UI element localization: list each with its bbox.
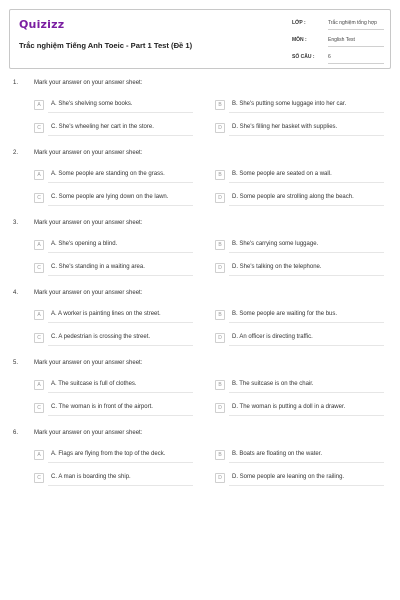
- option-text: C. A man is boarding the ship.: [51, 474, 131, 480]
- question-2: [0, 150, 400, 220]
- question-text: Mark your answer on your answer sheet:: [34, 430, 143, 436]
- option-letter-box[interactable]: A: [34, 100, 44, 110]
- option-underline: [229, 135, 384, 136]
- question-4: [0, 290, 400, 360]
- answer-option-b[interactable]: [215, 240, 390, 252]
- option-letter-box[interactable]: B: [215, 240, 225, 250]
- option-letter-box[interactable]: C: [34, 333, 44, 343]
- answer-option-b[interactable]: [215, 380, 390, 392]
- option-letter-box[interactable]: D: [215, 473, 225, 483]
- option-underline: [229, 112, 384, 113]
- meta-key: SỐ CÂU :: [292, 54, 315, 60]
- option-letter-box[interactable]: B: [215, 450, 225, 460]
- question-3: [0, 220, 400, 290]
- option-text: A. She's opening a blind.: [51, 241, 118, 247]
- question-text: Mark your answer on your answer sheet:: [34, 220, 143, 226]
- option-letter-box[interactable]: D: [215, 263, 225, 273]
- option-letter-box[interactable]: B: [215, 380, 225, 390]
- option-text: A. A worker is painting lines on the street.: [51, 311, 161, 317]
- question-number: 3.: [13, 220, 19, 226]
- answer-option-c[interactable]: [34, 403, 199, 415]
- answer-option-c[interactable]: [34, 263, 199, 275]
- worksheet-meta: [292, 18, 384, 69]
- option-text: C. The woman is in front of the airport.: [51, 404, 153, 410]
- option-underline: [229, 392, 384, 393]
- question-number: 1.: [13, 80, 19, 86]
- option-text: D. The woman is putting a doll in a drawer.: [232, 404, 346, 410]
- option-underline: [229, 485, 384, 486]
- option-underline: [48, 135, 193, 136]
- option-underline: [229, 252, 384, 253]
- option-letter-box[interactable]: D: [215, 193, 225, 203]
- meta-key: MÔN :: [292, 37, 307, 43]
- question-number: 2.: [13, 150, 19, 156]
- option-underline: [229, 205, 384, 206]
- option-text: B. Some people are waiting for the bus.: [232, 311, 338, 317]
- answer-option-d[interactable]: [215, 403, 390, 415]
- question-text: Mark your answer on your answer sheet:: [34, 150, 143, 156]
- question-text: Mark your answer on your answer sheet:: [34, 80, 143, 86]
- option-text: C. She's standing in a waiting area.: [51, 264, 145, 270]
- question-5: [0, 360, 400, 430]
- meta-key: LỚP :: [292, 20, 306, 26]
- option-text: D. An officer is directing traffic.: [232, 334, 313, 340]
- option-underline: [48, 112, 193, 113]
- option-letter-box[interactable]: B: [215, 100, 225, 110]
- answer-option-d[interactable]: [215, 333, 390, 345]
- answer-option-d[interactable]: [215, 473, 390, 485]
- option-letter-box[interactable]: A: [34, 380, 44, 390]
- option-text: B. The suitcase is on the chair.: [232, 381, 314, 387]
- option-letter-box[interactable]: A: [34, 450, 44, 460]
- option-text: C. She's wheeling her cart in the store.: [51, 124, 154, 130]
- answer-option-b[interactable]: [215, 310, 390, 322]
- option-underline: [48, 252, 193, 253]
- option-letter-box[interactable]: A: [34, 240, 44, 250]
- answer-option-d[interactable]: [215, 263, 390, 275]
- option-letter-box[interactable]: C: [34, 193, 44, 203]
- quizizz-logo: Quizizz: [19, 18, 65, 31]
- option-letter-box[interactable]: A: [34, 170, 44, 180]
- option-underline: [229, 415, 384, 416]
- option-text: C. Some people are lying down on the lawn.: [51, 194, 169, 200]
- worksheet-title: Trắc nghiệm Tiếng Anh Toeic - Part 1 Test (Đề 1): [19, 41, 193, 50]
- option-text: A. Flags are flying from the top of the deck.: [51, 451, 166, 457]
- question-number: 4.: [13, 290, 19, 296]
- option-text: B. Some people are seated on a wall.: [232, 171, 332, 177]
- question-1: [0, 80, 400, 150]
- option-text: D. She's filling her basket with supplies.: [232, 124, 338, 130]
- worksheet-header: [9, 9, 391, 69]
- option-text: B. Boats are floating on the water.: [232, 451, 323, 457]
- option-underline: [48, 182, 193, 183]
- option-text: A. The suitcase is full of clothes.: [51, 381, 137, 387]
- meta-row-subject: [292, 35, 384, 52]
- meta-value: Trắc nghiệm tổng hợp: [328, 20, 384, 30]
- answer-option-a[interactable]: [34, 100, 199, 112]
- option-letter-box[interactable]: D: [215, 403, 225, 413]
- option-letter-box[interactable]: A: [34, 310, 44, 320]
- option-text: C. A pedestrian is crossing the street.: [51, 334, 151, 340]
- option-text: D. Some people are leaning on the railing.: [232, 474, 345, 480]
- meta-row-class: [292, 18, 384, 35]
- option-letter-box[interactable]: B: [215, 170, 225, 180]
- option-letter-box[interactable]: C: [34, 403, 44, 413]
- option-text: D. Some people are strolling along the beach.: [232, 194, 354, 200]
- option-underline: [48, 485, 193, 486]
- option-underline: [229, 462, 384, 463]
- option-underline: [229, 275, 384, 276]
- answer-option-b[interactable]: [215, 170, 390, 182]
- answer-option-c[interactable]: [34, 333, 199, 345]
- answer-option-d[interactable]: [215, 123, 390, 135]
- answer-option-b[interactable]: [215, 100, 390, 112]
- option-letter-box[interactable]: D: [215, 333, 225, 343]
- meta-value: English Test: [328, 37, 384, 47]
- question-number: 6.: [13, 430, 19, 436]
- question-6: [0, 430, 400, 500]
- answer-option-d[interactable]: [215, 193, 390, 205]
- option-letter-box[interactable]: B: [215, 310, 225, 320]
- option-underline: [48, 462, 193, 463]
- option-text: A. She's shelving some books.: [51, 101, 133, 107]
- answer-option-c[interactable]: [34, 123, 199, 135]
- option-letter-box[interactable]: C: [34, 123, 44, 133]
- answer-option-c[interactable]: [34, 193, 199, 205]
- answer-option-a[interactable]: [34, 240, 199, 252]
- option-underline: [48, 345, 193, 346]
- option-text: A. Some people are standing on the grass.: [51, 171, 165, 177]
- option-letter-box[interactable]: C: [34, 473, 44, 483]
- option-underline: [229, 322, 384, 323]
- question-text: Mark your answer on your answer sheet:: [34, 290, 143, 296]
- answer-option-a[interactable]: [34, 450, 199, 462]
- option-text: B. She's putting some luggage into her car.: [232, 101, 347, 107]
- answer-option-a[interactable]: [34, 380, 199, 392]
- option-underline: [229, 345, 384, 346]
- question-number: 5.: [13, 360, 19, 366]
- option-letter-box[interactable]: D: [215, 123, 225, 133]
- option-underline: [48, 322, 193, 323]
- option-letter-box[interactable]: C: [34, 263, 44, 273]
- answer-option-c[interactable]: [34, 473, 199, 485]
- answer-option-a[interactable]: [34, 170, 199, 182]
- option-text: B. She's carrying some luggage.: [232, 241, 319, 247]
- option-underline: [48, 415, 193, 416]
- option-underline: [229, 182, 384, 183]
- meta-row-count: [292, 52, 384, 69]
- meta-value: 6: [328, 54, 384, 64]
- option-underline: [48, 275, 193, 276]
- answer-option-a[interactable]: [34, 310, 199, 322]
- answer-option-b[interactable]: [215, 450, 390, 462]
- option-underline: [48, 392, 193, 393]
- option-underline: [48, 205, 193, 206]
- question-text: Mark your answer on your answer sheet:: [34, 360, 143, 366]
- option-text: D. She's talking on the telephone.: [232, 264, 322, 270]
